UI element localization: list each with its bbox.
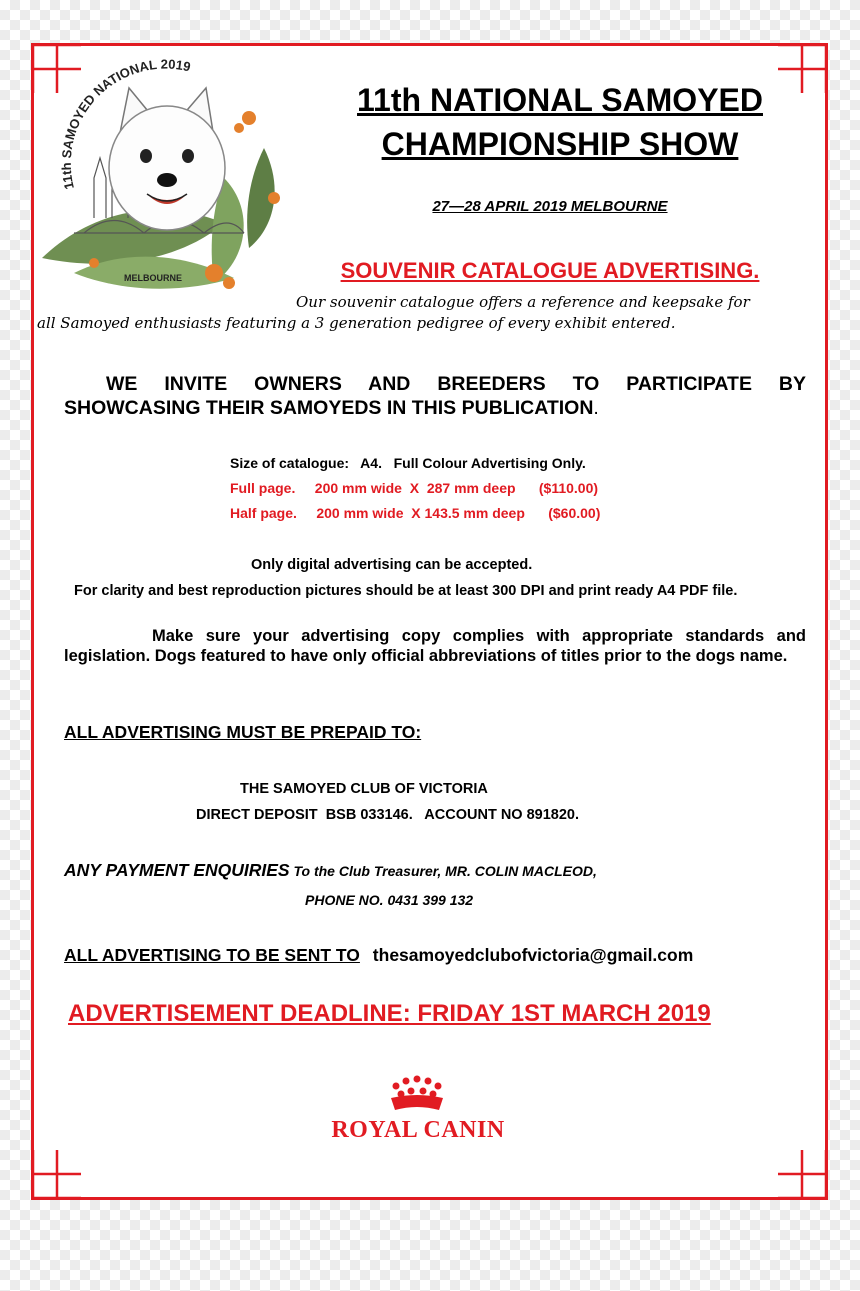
- digital-note: Only digital advertising can be accepted.: [251, 557, 533, 573]
- invite-period: .: [593, 397, 599, 419]
- enquiries-label: ANY PAYMENT ENQUIRIES: [64, 860, 290, 880]
- full-page-rate: Full page. 200 mm wide X 287 mm deep ($110.00): [230, 480, 599, 496]
- souvenir-intro-line-1: Our souvenir catalogue offers a reference and keepsake for: [296, 293, 750, 311]
- title-line-2: CHAMPIONSHIP SHOW: [381, 126, 739, 162]
- logo-place-text: MELBOURNE: [124, 273, 182, 283]
- contact-email-link[interactable]: thesamoyedclubofvictoria@gmail.com: [372, 945, 694, 965]
- club-name: THE SAMOYED CLUB OF VICTORIA: [240, 781, 488, 797]
- logo-arc-text: 11th SAMOYED NATIONAL 2019: [58, 58, 193, 191]
- souvenir-intro-line-2: all Samoyed enthusiasts featuring a 3 generation pedigree of every exhibit entered.: [37, 314, 676, 332]
- send-to-label: ALL ADVERTISING TO BE SENT TO: [64, 945, 360, 965]
- invite-paragraph: [64, 372, 806, 420]
- treasurer-phone: PHONE NO. 0431 399 132: [305, 892, 474, 908]
- crown-icon: [317, 1064, 519, 1165]
- corner-ornament-bottom-right: [776, 1148, 828, 1200]
- event-date: 27—28 APRIL 2019 MELBOURNE: [432, 198, 668, 215]
- sponsor-logo: [317, 1064, 519, 1165]
- invite-line-1: WE INVITE OWNERS AND BREEDERS TO PARTICIPATE BY: [106, 373, 806, 395]
- invite-line-2: SHOWCASING THEIR SAMOYEDS IN THIS PUBLICATION: [64, 397, 594, 419]
- send-to-line: [64, 945, 693, 966]
- payment-enquiries: [64, 860, 597, 881]
- half-page-rate: Half page. 200 mm wide X 143.5 mm deep ($60.00): [230, 505, 601, 521]
- clarity-note: For clarity and best reproduction pictures should be at least 300 DPI and print ready A4 PDF file.: [74, 583, 738, 599]
- sponsor-name: ROYAL CANIN: [331, 1117, 505, 1143]
- advertisement-deadline: ADVERTISEMENT DEADLINE: FRIDAY 1ST MARCH 2019: [68, 1000, 711, 1027]
- bank-details: DIRECT DEPOSIT BSB 033146. ACCOUNT NO 891820.: [196, 807, 580, 823]
- event-logo: [34, 58, 300, 298]
- enquiries-text: To the Club Treasurer, MR. COLIN MACLEOD,: [289, 863, 597, 879]
- page-title: [300, 78, 820, 166]
- prepaid-heading: ALL ADVERTISING MUST BE PREPAID TO:: [64, 722, 422, 742]
- corner-ornament-bottom-left: [31, 1148, 83, 1200]
- title-line-1: 11th NATIONAL SAMOYED: [357, 82, 763, 118]
- souvenir-heading: SOUVENIR CATALOGUE ADVERTISING.: [340, 258, 760, 283]
- compliance-note: Make sure your advertising copy complies with appropriate standards and legislation. Dogs featured to have only official abbreviations of titles prior to the dogs name.: [64, 627, 806, 665]
- catalogue-size: Size of catalogue: A4. Full Colour Advertising Only.: [230, 455, 586, 471]
